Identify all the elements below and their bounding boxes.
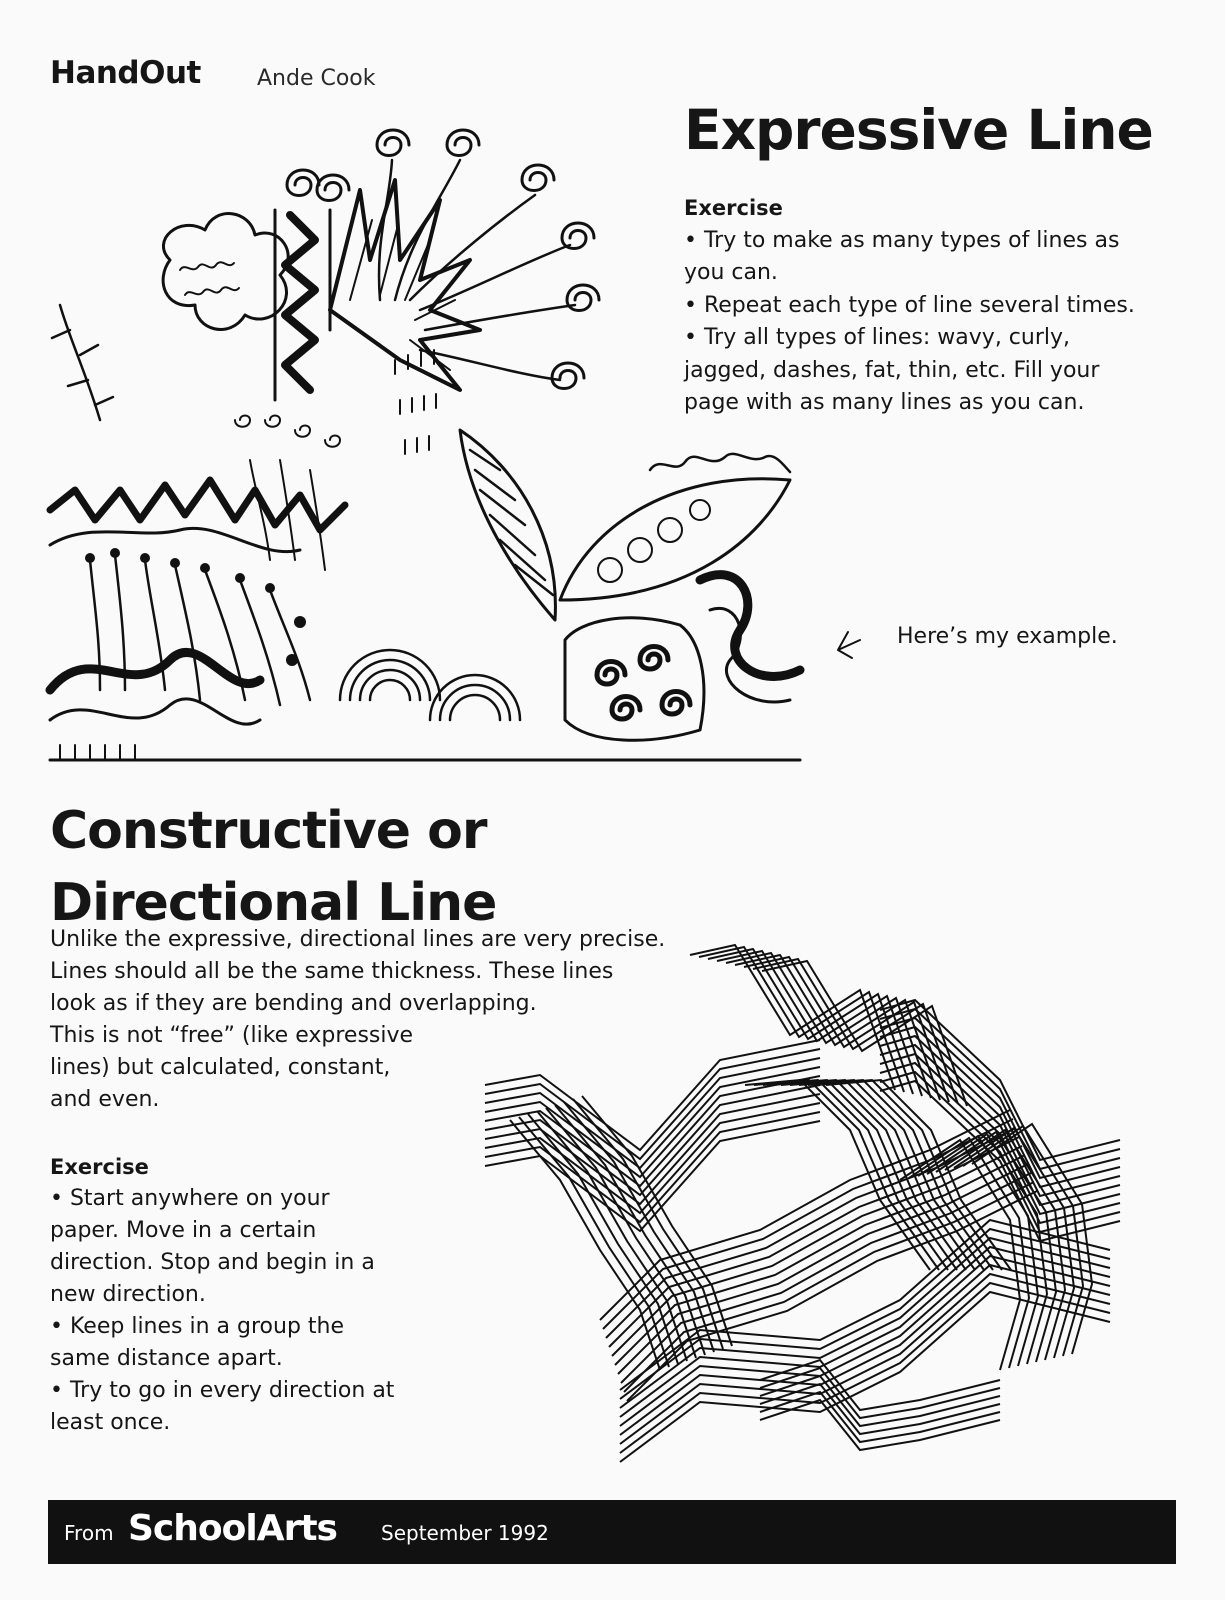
directional-line (954, 1128, 1074, 1358)
exercise-bullet: • Keep lines in a group the same distance apart. (50, 1314, 345, 1371)
directional-line (880, 1000, 1120, 1160)
directional-line (963, 1126, 1083, 1356)
exercise-bullet: • Try to make as many types of lines as you can. (684, 227, 1120, 285)
directional-line (537, 1111, 687, 1361)
directional-line (627, 1191, 1037, 1401)
directional-line (790, 1080, 975, 1270)
directional-line (620, 1220, 1110, 1390)
directional-line (620, 1238, 1110, 1408)
directional-line (754, 1080, 939, 1270)
directional-line (485, 1112, 820, 1222)
directional-line (760, 1384, 1000, 1434)
directional-line (808, 1080, 993, 1270)
directional-line (880, 1054, 1120, 1214)
directional-line (519, 1117, 669, 1367)
directional-line (880, 1027, 1120, 1187)
directional-line (745, 1080, 930, 1270)
directional-line (760, 1392, 1000, 1442)
directional-line (603, 1119, 1013, 1329)
directional-description (50, 924, 665, 1116)
directional-line (485, 1103, 820, 1213)
directional-line (618, 1164, 1028, 1374)
example-note: Here’s my example. (897, 624, 1118, 649)
magazine-name: SchoolArts (128, 1508, 337, 1549)
directional-line (600, 1110, 1010, 1320)
directional-line (880, 1009, 1120, 1169)
directional-line (690, 945, 895, 1090)
directional-line (763, 1080, 948, 1270)
directional-line (528, 1114, 678, 1364)
handout-label: HandOut (50, 55, 201, 91)
description-line: and even. (50, 1087, 160, 1112)
exercise-heading: Exercise (684, 196, 783, 220)
directional-line (826, 1080, 1011, 1270)
directional-line (945, 1130, 1065, 1360)
directional-line (880, 1072, 1120, 1232)
directional-line (582, 1096, 732, 1346)
directional-line (880, 1045, 1120, 1205)
directional-line (744, 957, 949, 1102)
directional-line (555, 1105, 705, 1355)
directional-line (620, 1292, 1110, 1462)
directional-line (615, 1155, 1025, 1365)
directional-line (620, 1274, 1110, 1444)
directional-line (880, 1018, 1120, 1178)
directional-line (624, 1182, 1034, 1392)
exercise-heading: Exercise (50, 1155, 149, 1179)
footer-from: From (64, 1521, 114, 1545)
directional-line (909, 1138, 1029, 1368)
directional-line (799, 1080, 984, 1270)
directional-line (510, 1120, 660, 1370)
directional-line-title: Constructive or Directional Line (50, 801, 497, 933)
expressive-exercise (684, 192, 1154, 420)
exercise-bullet: • Try to go in every direction at least once. (50, 1378, 395, 1435)
directional-line (699, 947, 904, 1092)
directional-line (620, 1265, 1110, 1435)
directional-line (760, 1360, 1000, 1410)
directional-line (772, 1080, 957, 1270)
footer-bar (48, 1500, 1176, 1564)
directional-line (573, 1099, 723, 1349)
directional-line (918, 1136, 1038, 1366)
description-line: lines) but calculated, constant, (50, 1055, 391, 1080)
directional-line (760, 1368, 1000, 1418)
directional-line (880, 1081, 1120, 1241)
description-line: look as if they are bending and overlapping. (50, 991, 537, 1016)
directional-line (972, 1124, 1092, 1354)
directional-line (880, 1063, 1120, 1223)
directional-line (612, 1146, 1022, 1356)
directional-line (936, 1132, 1056, 1362)
author-name: Ande Cook (257, 66, 376, 91)
directional-line (620, 1283, 1110, 1453)
directional-line (620, 1256, 1110, 1426)
expressive-line-title: Expressive Line (684, 98, 1153, 162)
directional-line (900, 1140, 1020, 1370)
directional-line (817, 1080, 1002, 1270)
directional-line (753, 959, 958, 1104)
description-line: Lines should all be the same thickness. These lines (50, 959, 614, 984)
directional-line (762, 961, 967, 1106)
directional-line (735, 955, 940, 1100)
description-line: This is not “free” (like expressive (50, 1023, 414, 1048)
exercise-bullet: • Try all types of lines: wavy, curly, jagged, dashes, fat, thin, etc. Fill your page with as many lines as you can. (684, 325, 1100, 415)
issue-date: September 1992 (381, 1521, 549, 1545)
directional-exercise (50, 1151, 400, 1439)
directional-line (620, 1247, 1110, 1417)
directional-line (717, 951, 922, 1096)
directional-line (485, 1121, 820, 1231)
directional-line (927, 1134, 1047, 1364)
description-line: Unlike the expressive, directional lines are very precise. (50, 927, 666, 952)
directional-line (726, 953, 931, 1098)
directional-line (781, 1080, 966, 1270)
directional-line (880, 1036, 1120, 1196)
directional-line (546, 1108, 696, 1358)
directional-line (708, 949, 913, 1094)
directional-line (621, 1173, 1031, 1383)
directional-line (760, 1376, 1000, 1426)
directional-line (620, 1229, 1110, 1399)
exercise-bullet: • Start anywhere on your paper. Move in a certain direction. Stop and begin in a new direction. (50, 1186, 375, 1307)
directional-line (606, 1128, 1016, 1338)
exercise-bullet: • Repeat each type of line several times. (684, 292, 1135, 318)
directional-line (564, 1102, 714, 1352)
directional-line (609, 1137, 1019, 1347)
directional-line (760, 1400, 1000, 1450)
